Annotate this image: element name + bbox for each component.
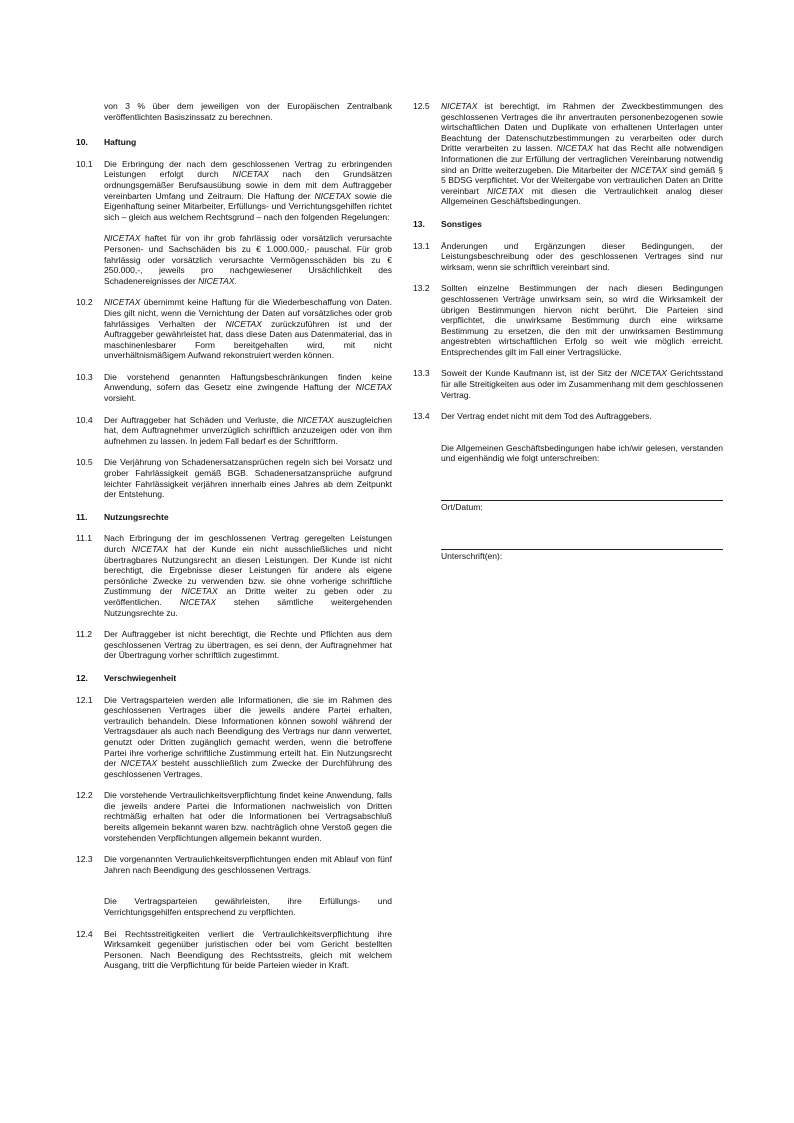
clause-text: Nach Erbringung der im geschlossenen Vertrag geregelten Leistungen durch NICETAX hat der Kunde ein nicht ausschließliches und nicht übertragbares Nutzungsrecht an diesen Leistungen. Der Kunde ist nicht berechtigt, die Ergebnisse dieser Leistungen für andere als eigene persönliche Zwecke zu verwenden bzw. sie ohne vorherige schriftliche Zustimmung der NICETAX an Dritte weiter zu geben oder zu veröffentlichen. NICETAX stehen sämtliche weitergehenden Nutzungsrechte zu.	[104, 533, 392, 618]
clause-11-2	[76, 629, 392, 661]
place-date-field[interactable]	[413, 500, 723, 513]
company-name: NICETAX	[314, 190, 351, 201]
company-name: NICETAX	[198, 275, 235, 286]
clause-text: NICETAX übernimmt keine Haftung für die Wiederbeschaffung von Daten. Dies gilt nicht, wenn die Vernichtung der Daten auf vorsätzliches oder grob fahrlässiges Verhalten der NICETAX zurückzuführen ist und der Auftraggeber gewährleistet hat, dass diese Daten aus Datenmaterial, das in maschinenlesbarer Form bereitgehalten wird, mit nicht unverhältnismäßigem Aufwand rekonstruiert werden können.	[104, 297, 393, 361]
clause-10-5	[76, 457, 392, 499]
company-name: NICETAX	[630, 368, 667, 379]
section-title: Haftung	[104, 137, 137, 148]
clause-12-5	[413, 101, 723, 207]
section-number: 12.	[76, 672, 88, 683]
company-name: NICETAX	[297, 414, 334, 425]
company-name: NICETAX	[181, 586, 218, 597]
clause-text: Änderungen und Ergänzungen dieser Bedingungen, der Leistungsbeschreibung oder des geschlossenen Vertrages sind nur wirksam, wenn sie schriftlich vereinbart sind.	[441, 240, 723, 272]
acknowledgement-text: Die Allgemeinen Geschäftsbedingungen habe ich/wir gelesen, verstanden und eigenhändig wie folgt unterschreiben:	[441, 442, 723, 464]
place-date-label: Ort/Datum:	[441, 502, 483, 513]
clause-number: 11.1	[76, 533, 93, 544]
clause-number: 12.1	[76, 694, 93, 705]
section-number: 13.	[413, 218, 425, 229]
clause-12-2	[76, 790, 392, 843]
right-column	[413, 101, 723, 561]
clause-number: 13.2	[413, 283, 430, 294]
clause-text: Die Vertragsparteien werden alle Informationen, die sie im Rahmen des geschlossenen Vertrages über die jeweils andere Partei erhalten, vertraulich behandeln. Diese Informationen können sowohl während der Vertragsdauer als auch nach Beendigung des Vertrags nur dann verwertet, genutzt oder Dritten zugänglich gemacht werden, wenn die betroffene Partei ihre vorherige schriftliche Zustimmung erteilt hat. Ein Nutzungsrecht der NICETAX besteht ausschließlich zum Zwecke der Durchführung des geschlossenen Vertrages.	[104, 694, 392, 779]
signature-field[interactable]	[413, 549, 723, 562]
clause-text: NICETAX ist berechtigt, im Rahmen der Zweckbestimmungen des geschlossenen Vertrages die ihr anvertrauten personenbezogenen sowie wirtschaftlichen Daten und Duplikate von erhaltenen Unterlagen unter Beachtung der Datenschutzbestimmungen zu verarbeiten oder durch Dritte verarbeiten zu lassen. NICETAX hat das Recht alle notwendigen Informationen die zur Erfüllung der vertraglichen Vereinbarung notwendig sind an Dritte weiterzugeben. Die Mitarbeiter der NICETAX sind gemäß § 5 BDSG verpflichtet. Vor der Weitergabe von vertraulichen Daten an Dritte vereinbart NICETAX mit diesen die Vertraulichkeit analog dieser Allgemeinen Geschäftsbedingungen.	[441, 101, 724, 207]
clause-text: Soweit der Kunde Kaufmann ist, ist der Sitz der NICETAX Gerichtsstand für alle Streitigkeiten aus oder im Zusammenhang mit dem geschlossenen Vertrag.	[441, 368, 723, 400]
clause-number: 11.2	[76, 629, 93, 640]
clause-text: Bei Rechtsstreitigkeiten verliert die Vertraulichkeitsverpflichtung ihre Wirksamkeit gegenüber juristischen oder bei vom Gericht bestellten Personen. Nach Beendigung des Rechtsstreits, gleich mit welchem Ausgang, tritt die Verpflichtung für beide Parteien wieder in Kraft.	[104, 928, 392, 971]
clause-text: Die vorstehende Vertraulichkeitsverpflichtung findet keine Anwendung, falls die jeweils andere Partei die Informationen nachweislich von Dritten rechtmäßig erhalten hat oder die Informationen bei Vertragsabschluß bereits allgemein bekannt waren bzw. nachträglich ohne Verstoß gegen die vorstehenden Verpflichtungen allgemein bekannt wurden.	[104, 790, 392, 843]
clause-text: Die Verjährung von Schadenersatzansprüchen regeln sich bei Vorsatz und grober Fahrlässigkeit gemäß BGB. Schadenersatzansprüche aufgrund leichter Fahrlässigkeit verjähren innerhalb eines Jahres ab dem Zeitpunkt der Entstehung.	[104, 457, 392, 500]
company-name: NICETAX	[179, 596, 217, 607]
company-name: NICETAX	[225, 318, 262, 329]
clause-13-4	[413, 411, 723, 422]
signature-line[interactable]	[441, 549, 723, 550]
clause-text: Die vorstehend genannten Haftungsbeschränkungen finden keine Anwendung, sofern das Gesetz eine zwingende Haftung der NICETAX vorsieht.	[104, 371, 392, 404]
company-name: NICETAX	[355, 382, 392, 393]
company-name: NICETAX	[487, 185, 524, 196]
clause-13-3	[413, 368, 723, 400]
clause-number: 12.2	[76, 790, 93, 801]
clause-text: Der Vertrag endet nicht mit dem Tod des Auftraggebers.	[441, 411, 652, 422]
section-number: 10.	[76, 137, 88, 148]
clause-number: 10.5	[76, 457, 93, 468]
clause-text: Der Auftraggeber ist nicht berechtigt, die Rechte und Pflichten aus dem geschlossenen Vertrag zu übertragen, es sei denn, der Auftragnehmer hat der Übertragung vorher schriftlich zugestimmt.	[104, 629, 392, 661]
company-name: NICETAX	[120, 758, 158, 769]
company-name: NICETAX	[232, 169, 269, 180]
clause-number: 13.4	[413, 411, 430, 422]
interest-continuation: von 3 % über dem jeweiligen von der Europäischen Zentralbank veröffentlichten Basiszinssatz zu berechnen.	[104, 101, 392, 122]
company-name: NICETAX	[104, 233, 141, 244]
clause-10-3	[76, 372, 392, 404]
clause-12-1	[76, 695, 392, 780]
clause-number: 10.3	[76, 371, 93, 382]
clause-11-1	[76, 533, 392, 618]
clause-number: 12.3	[76, 854, 93, 865]
section-13-heading	[413, 219, 723, 230]
clause-number: 13.1	[413, 240, 430, 251]
clause-text: Die Erbringung der nach dem geschlossenen Vertrag zu erbringenden Leistungen erfolgt durch NICETAX nach den Grundsätzen ordnungsgemäßer Berufsausübung sowie in dem mit dem Auftraggeber vereinbarten Umfang und Zeitraum. Die Haftung der NICETAX sowie die Eigenhaftung seiner Mitarbeiter, Erfüllungs- und Verrichtungsgehilfen richtet sich – gleich aus welchem Rechtsgrund – nach den folgenden Regelungen:	[104, 158, 392, 222]
clause-12-3	[76, 854, 392, 875]
section-10-heading	[76, 137, 392, 148]
clause-number: 10.1	[76, 158, 93, 169]
clause-13-1	[413, 241, 723, 273]
place-date-line[interactable]	[441, 500, 723, 501]
clause-13-2	[413, 283, 723, 357]
clause-12-3-continuation: Die Vertragsparteien gewährleisten, ihre Erfüllungs- und Verrichtungsgehilfen entsprechend zu verpflichten.	[104, 896, 392, 918]
clause-12-4	[76, 929, 392, 971]
clause-number: 10.2	[76, 297, 93, 308]
section-12-heading	[76, 673, 392, 684]
section-title: Nutzungsrechte	[104, 511, 169, 522]
company-name: NICETAX	[104, 297, 141, 308]
clause-text: Der Auftraggeber hat Schäden und Verluste, die NICETAX auszugleichen hat, dem Auftragnehmer unverzüglich schriftlich anzuzeigen oder von ihm aufnehmen zu lassen. In jedem Fall bedarf es der Schriftform.	[104, 414, 392, 446]
company-name: NICETAX	[131, 544, 169, 554]
company-name: NICETAX	[630, 164, 668, 175]
left-column	[76, 101, 392, 971]
section-title: Verschwiegenheit	[104, 672, 177, 683]
section-11-heading	[76, 512, 392, 523]
clause-10-1	[76, 159, 392, 287]
clause-10-4	[76, 415, 392, 447]
clause-text: Die vorgenannten Vertraulichkeitsverpflichtungen enden mit Ablauf von fünf Jahren nach Beendigung des geschlossenen Vertrags.	[104, 854, 392, 875]
clause-10-2	[76, 297, 392, 361]
clause-number: 13.3	[413, 368, 430, 379]
clause-text: Sollten einzelne Bestimmungen der nach diesen Bedingungen geschlossenen Verträge unwirksam sein, so wird die Wirksamkeit der übrigen Bestimmungen hiervon nicht berührt. Die Parteien sind verpflichtet, die unwirksame Bestimmung durch eine wirksame Bestimmung zu ersetzen, die den mit der unwirksamen Bestimmung angestrebten wirtschaftlichen Erfolg so weit wie möglich erreicht. Entsprechendes gilt im Fall einer Vertragslücke.	[441, 283, 723, 357]
clause-number: 12.4	[76, 928, 93, 939]
signature-label: Unterschrift(en):	[441, 550, 503, 561]
section-title: Sonstiges	[441, 218, 482, 229]
clause-number: 12.5	[413, 101, 430, 111]
clause-number: 10.4	[76, 414, 93, 425]
section-number: 11.	[76, 511, 88, 522]
company-name: NICETAX	[441, 101, 478, 111]
company-name: NICETAX	[556, 143, 593, 154]
clause-text: NICETAX haftet für von ihr grob fahrlässig oder vorsätzlich verursachte Personen- und Sachschäden bis zu € 1.000.000,- pauschal. Für grob fahrlässig oder vorsätzlich verursachte Vermögensschäden bis zu € 250.000,-, jeweils pro nachgewiesener Ursächlichkeit des Schadenereignisses der NICETAX.	[104, 233, 392, 286]
